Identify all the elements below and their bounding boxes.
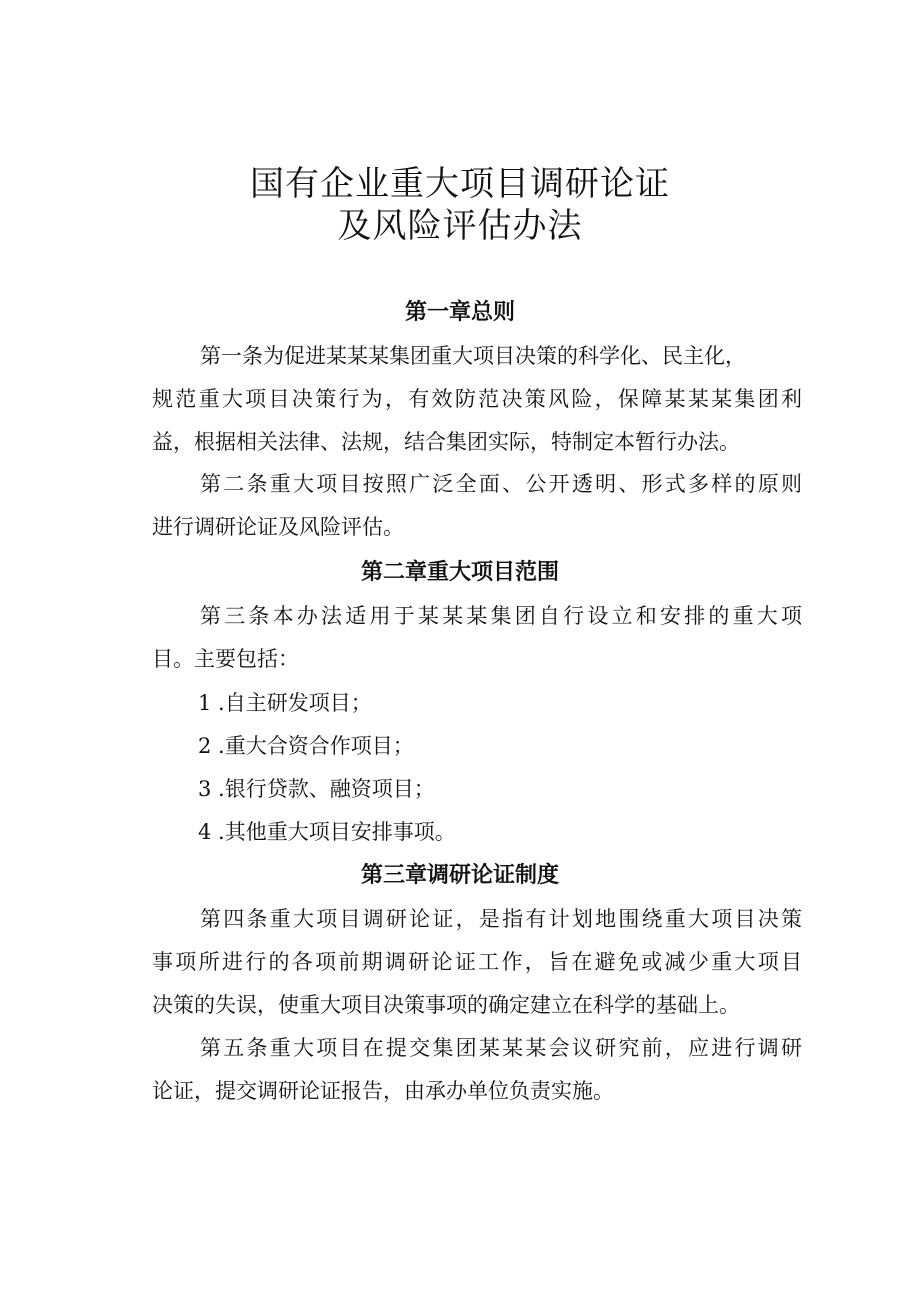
article-1-line-2: 规范重大项目决策行为，有效防范决策风险，保障某某某集团利 — [152, 387, 802, 411]
list-item: 3 .银行贷款、融资项目； — [198, 777, 435, 801]
article-4-line-3: 决策的失误，使重大项目决策事项的确定建立在科学的基础上。 — [152, 993, 740, 1017]
list-item: 4 .其他重大项目安排事项。 — [198, 820, 456, 844]
chapter-1-heading: 第一章总则 — [404, 300, 515, 325]
article-5-line-1: 第五条重大项目在提交集团某某某会议研究前，应进行调研 — [200, 1036, 802, 1060]
document-title-line-1: 国有企业重大项目调研论证 — [250, 164, 670, 204]
article-5-line-2: 论证，提交调研论证报告，由承办单位负责实施。 — [152, 1079, 614, 1103]
chapter-2-heading: 第二章重大项目范围 — [360, 560, 559, 585]
article-3-line-1: 第三条本办法适用于某某某集团自行设立和安排的重大项 — [200, 604, 802, 628]
article-4-line-1: 第四条重大项目调研论证，是指有计划地围绕重大项目决策 — [200, 907, 802, 931]
document-title-line-2: 及风险评估办法 — [337, 206, 583, 246]
article-1-line-1: 第一条为促进某某某集团重大项目决策的科学化、民主化， — [200, 344, 746, 368]
article-2-line-2: 进行调研论证及风险评估。 — [152, 515, 404, 539]
list-item: 1 .自主研发项目； — [198, 691, 372, 715]
list-item: 2 .重大合资合作项目； — [198, 734, 414, 758]
article-4-line-2: 事项所进行的各项前期调研论证工作，旨在避免或减少重大项目 — [152, 950, 802, 974]
article-3-line-2: 目。主要包括： — [152, 647, 299, 671]
chapter-3-heading: 第三章调研论证制度 — [360, 863, 559, 888]
article-2-line-1: 第二条重大项目按照广泛全面、公开透明、形式多样的原则 — [200, 472, 802, 496]
article-1-line-3: 益，根据相关法律、法规，结合集团实际，特制定本暂行办法。 — [152, 430, 740, 454]
